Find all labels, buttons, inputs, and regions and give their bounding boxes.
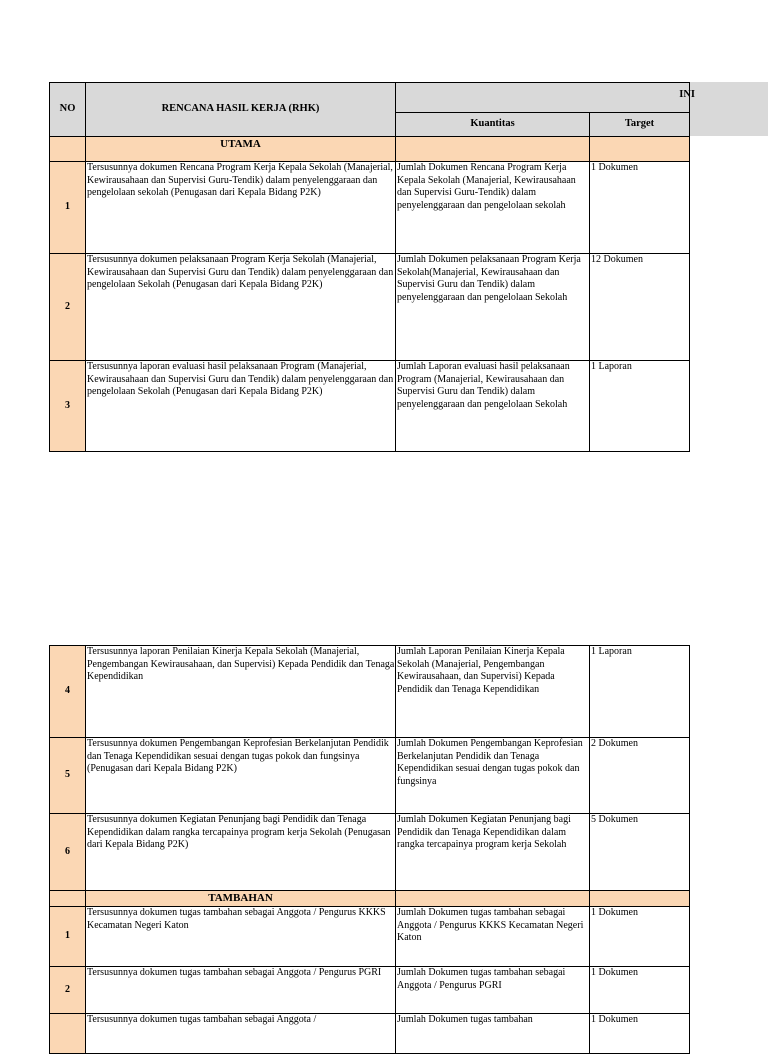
table-row	[50, 162, 690, 254]
header-indikator-label: INI	[679, 89, 695, 100]
kuantitas-cell	[396, 1014, 590, 1054]
section-utama-fill	[396, 137, 590, 162]
kuantitas-cell	[396, 646, 590, 738]
rhk-cell	[86, 1014, 396, 1054]
row-number: 1	[50, 907, 86, 967]
rhk-table-bottom	[49, 645, 690, 1054]
rhk-text: Tersusunnya dokumen pelaksanaan Program Kerja Sekolah (Manajerial, Kewirausahaan dan Supervisi Guru dan Tendik) dalam penyelenggaraan dan pengelolaan Sekolah (Penugasan dari Kepala Bidang P2K)	[87, 254, 394, 291]
kuantitas-cell	[396, 361, 590, 452]
target-cell	[590, 907, 690, 967]
section-tambahan-label: TAMBAHAN	[86, 891, 396, 907]
kuantitas-text: Jumlah Dokumen Kegiatan Penunjang bagi Pendidik dan Tenaga Kependidikan dalam rangka tercapainya program kerja Sekolah	[397, 814, 571, 851]
target-cell	[590, 814, 690, 891]
row-number: 2	[50, 254, 86, 361]
kuantitas-text: Jumlah Dokumen tugas tambahan sebagai Anggota / Pengurus KKKS Kecamatan Negeri Katon	[397, 907, 584, 944]
section-utama-no-cell	[50, 137, 86, 162]
rhk-text: Tersusunnya dokumen Rencana Program Kerja Kepala Sekolah (Manajerial, Kewirausahaan dan Supervisi Guru-Tendik) dalam penyelenggaraan dan pengelolaan sekolah (Penugasan dari Kepala Bidang P2K)	[87, 162, 393, 199]
target-cell	[590, 361, 690, 452]
row-number: 4	[50, 646, 86, 738]
target-text: 12 Dokumen	[591, 254, 643, 265]
target-text: 1 Dokumen	[591, 907, 638, 918]
table-row	[50, 646, 690, 738]
target-text: 5 Dokumen	[591, 814, 638, 825]
kuantitas-text: Jumlah Laporan evaluasi hasil pelaksanaan Program (Manajerial, Kewirausahaan dan Supervisi Guru dan Tendik) dalam penyelenggaraan dan pengelolaan Sekolah	[397, 361, 570, 410]
table-row	[50, 967, 690, 1014]
rhk-text: Tersusunnya dokumen tugas tambahan sebagai Anggota / Pengurus KKKS Kecamatan Negeri Katon	[87, 907, 386, 931]
target-text: 1 Laporan	[591, 361, 632, 372]
section-tambahan-fill	[590, 891, 690, 907]
kuantitas-text: Jumlah Dokumen tugas tambahan sebagai Anggota / Pengurus PGRI	[397, 967, 566, 991]
target-text: 2 Dokumen	[591, 738, 638, 749]
table-row	[50, 814, 690, 891]
rhk-cell	[86, 967, 396, 1014]
row-number: 1	[50, 162, 86, 254]
header-kuantitas: Kuantitas	[396, 113, 590, 137]
kuantitas-text: Jumlah Dokumen pelaksanaan Program Kerja Sekolah(Manajerial, Kewirausahaan dan Supervisi Guru dan Tendik) dalam penyelenggaraan dan pengelolaan Sekolah	[397, 254, 581, 303]
kuantitas-text: Jumlah Dokumen Rencana Program Kerja Kepala Sekolah (Manajerial, Kewirausahaan dan Supervisi Guru-Tendik) dalam penyelenggaraan dan pengelolaan sekolah	[397, 162, 576, 211]
kuantitas-cell	[396, 254, 590, 361]
rhk-cell	[86, 646, 396, 738]
kuantitas-text: Jumlah Laporan Penilaian Kinerja Kepala Sekolah (Manajerial, Pengembangan Kewirausahaan, dan Supervisi) Kepada Pendidik dan Tenaga Kependidikan	[397, 646, 565, 695]
target-cell	[590, 738, 690, 814]
target-cell	[590, 646, 690, 738]
rhk-text: Tersusunnya dokumen tugas tambahan sebagai Anggota /	[87, 1014, 317, 1025]
target-cell	[590, 1014, 690, 1054]
row-number: 2	[50, 967, 86, 1014]
header-no: NO	[50, 83, 86, 137]
kuantitas-text: Jumlah Dokumen tugas tambahan	[397, 1014, 533, 1025]
kuantitas-cell	[396, 814, 590, 891]
header-rhk: RENCANA HASIL KERJA (RHK)	[86, 83, 396, 137]
rhk-table-top	[49, 82, 695, 452]
table-row	[50, 907, 690, 967]
kuantitas-cell	[396, 738, 590, 814]
rhk-cell	[86, 907, 396, 967]
target-cell	[590, 162, 690, 254]
section-utama-label: UTAMA	[86, 137, 396, 162]
row-number	[50, 1014, 86, 1054]
row-number: 5	[50, 738, 86, 814]
target-text: 1 Dokumen	[591, 967, 638, 978]
table-row	[50, 1014, 690, 1054]
section-tambahan-fill	[396, 891, 590, 907]
section-tambahan-no-cell	[50, 891, 86, 907]
row-number: 6	[50, 814, 86, 891]
target-cell	[590, 254, 690, 361]
target-cell	[590, 967, 690, 1014]
kuantitas-text: Jumlah Dokumen Pengembangan Keprofesian Berkelanjutan Pendidik dan Tenaga Kependidikan sesuai dengan tugas pokok dan fungsinya	[397, 738, 583, 787]
row-number: 3	[50, 361, 86, 452]
table-row	[50, 738, 690, 814]
kuantitas-cell	[396, 162, 590, 254]
rhk-text: Tersusunnya laporan evaluasi hasil pelaksanaan Program (Manajerial, Kewirausahaan dan Supervisi Guru dan Tendik) dalam penyelenggaraan dan pengelolaan Sekolah (Penugasan dari Kepala Bidang P2K)	[87, 361, 394, 398]
table-row	[50, 361, 690, 452]
rhk-text: Tersusunnya dokumen Pengembangan Keprofesian Berkelanjutan Pendidik dan Tenaga Kependidikan sesuai dengan tugas pokok dan fungsinya (Penugasan dari Kepala Bidang P2K)	[87, 738, 389, 775]
rhk-cell	[86, 162, 396, 254]
rhk-text: Tersusunnya dokumen tugas tambahan sebagai Anggota / Pengurus PGRI	[87, 967, 382, 978]
rhk-text: Tersusunnya dokumen Kegiatan Penunjang bagi Pendidik dan Tenaga Kependidikan dalam rangka tercapainya program kerja Sekolah (Penugasan dari Kepala Bidang P2K)	[87, 814, 391, 851]
target-text: 1 Laporan	[591, 646, 632, 657]
rhk-text: Tersusunnya laporan Penilaian Kinerja Kepala Sekolah (Manajerial, Pengembangan Kewirausahaan, dan Supervisi) Kepada Pendidik dan Tenaga Kependidikan	[87, 646, 395, 683]
rhk-cell	[86, 738, 396, 814]
target-text: 1 Dokumen	[591, 162, 638, 173]
kuantitas-cell	[396, 967, 590, 1014]
rhk-cell	[86, 814, 396, 891]
section-utama-fill	[590, 137, 690, 162]
header-target: Target	[590, 113, 690, 137]
kuantitas-cell	[396, 907, 590, 967]
rhk-cell	[86, 361, 396, 452]
header-indikator	[396, 83, 695, 113]
target-text: 1 Dokumen	[591, 1014, 638, 1025]
rhk-cell	[86, 254, 396, 361]
table-row	[50, 254, 690, 361]
